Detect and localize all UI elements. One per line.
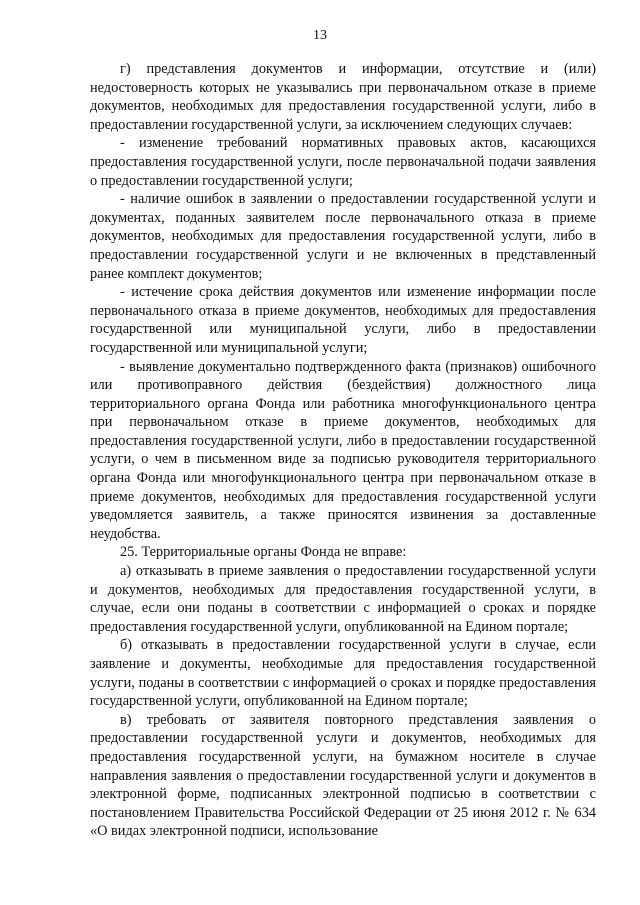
paragraph-clause-25: 25. Территориальные органы Фонда не вправе: xyxy=(120,544,407,561)
paragraph-item-g: г) представления документов и информации, отсутствие и (или) недостоверность которых не указывались при первоначальном отказе в приеме документов, необходимых для предоставления государственной услуги, либо в предоставлении государственной услуги, за исключением следующих случаев: xyxy=(90,61,596,133)
paragraph-exception-requirements-change: - изменение требований нормативных правовых актов, касающихся предоставления государственной услуги, после первоначальной подачи заявления о предоставлении государственной услуги; xyxy=(90,135,596,189)
paragraph-exception-expiry: - истечение срока действия документов или изменение информации после первоначального отказа в приеме документов, необходимых для предоставления государственной или муниципальной услуги, либо в предоставлении государственной или муниципальной услуги; xyxy=(90,284,596,356)
paragraph-exception-errors: - наличие ошибок в заявлении о предоставлении государственной услуги и документах, поданных заявителем после первоначального отказа в приеме документов, необходимых для предоставления государственной услуги, либо в предоставлении государственной услуги и не включенных в представленный ранее комплект документов; xyxy=(90,191,596,282)
paragraph-item-a: а) отказывать в приеме заявления о предоставлении государственной услуги и документов, необходимых для предоставления государственной услуги, в случае, если они поданы в соответствии с информацией о сроках и порядке предоставления государственной услуги, опубликованной на Едином портале; xyxy=(90,563,596,635)
document-body xyxy=(90,60,596,841)
paragraph-exception-misconduct: - выявление документально подтвержденного факта (признаков) ошибочного или противоправного действия (бездействия) должностного лица территориального органа Фонда или работника многофункционального центра при первоначальном отказе в приеме документов, необходимых для предоставления государственной услуги, либо в предоставлении государственной услуги, о чем в письменном виде за подписью руководителя территориального органа Фонда или многофункционального центра при первоначальном отказе в приеме документов, необходимых для предоставления государственной услуги уведомляется заявитель, а также приносятся извинения за доставленные неудобства. xyxy=(90,358,596,542)
page-number: 13 xyxy=(313,28,327,43)
paragraph-item-v: в) требовать от заявителя повторного представления заявления о предоставлении государственной услуги и документов, необходимых для предоставления государственной услуги, на бумажном носителе в случае направления заявления о предоставлении государственной услуги и документов в электронной форме, подписанных электронной подписью в соответствии с постановлением Правительства Российской Федерации от 25 июня 2012 г. № 634 «О видах электронной подписи, использование xyxy=(90,711,596,840)
paragraph-item-b: б) отказывать в предоставлении государственной услуги в случае, если заявление и документы, необходимые для предоставления государственной услуги, поданы в соответствии с информацией о сроках и порядке предоставления государственной услуги, опубликованной на Едином портале; xyxy=(90,637,596,710)
